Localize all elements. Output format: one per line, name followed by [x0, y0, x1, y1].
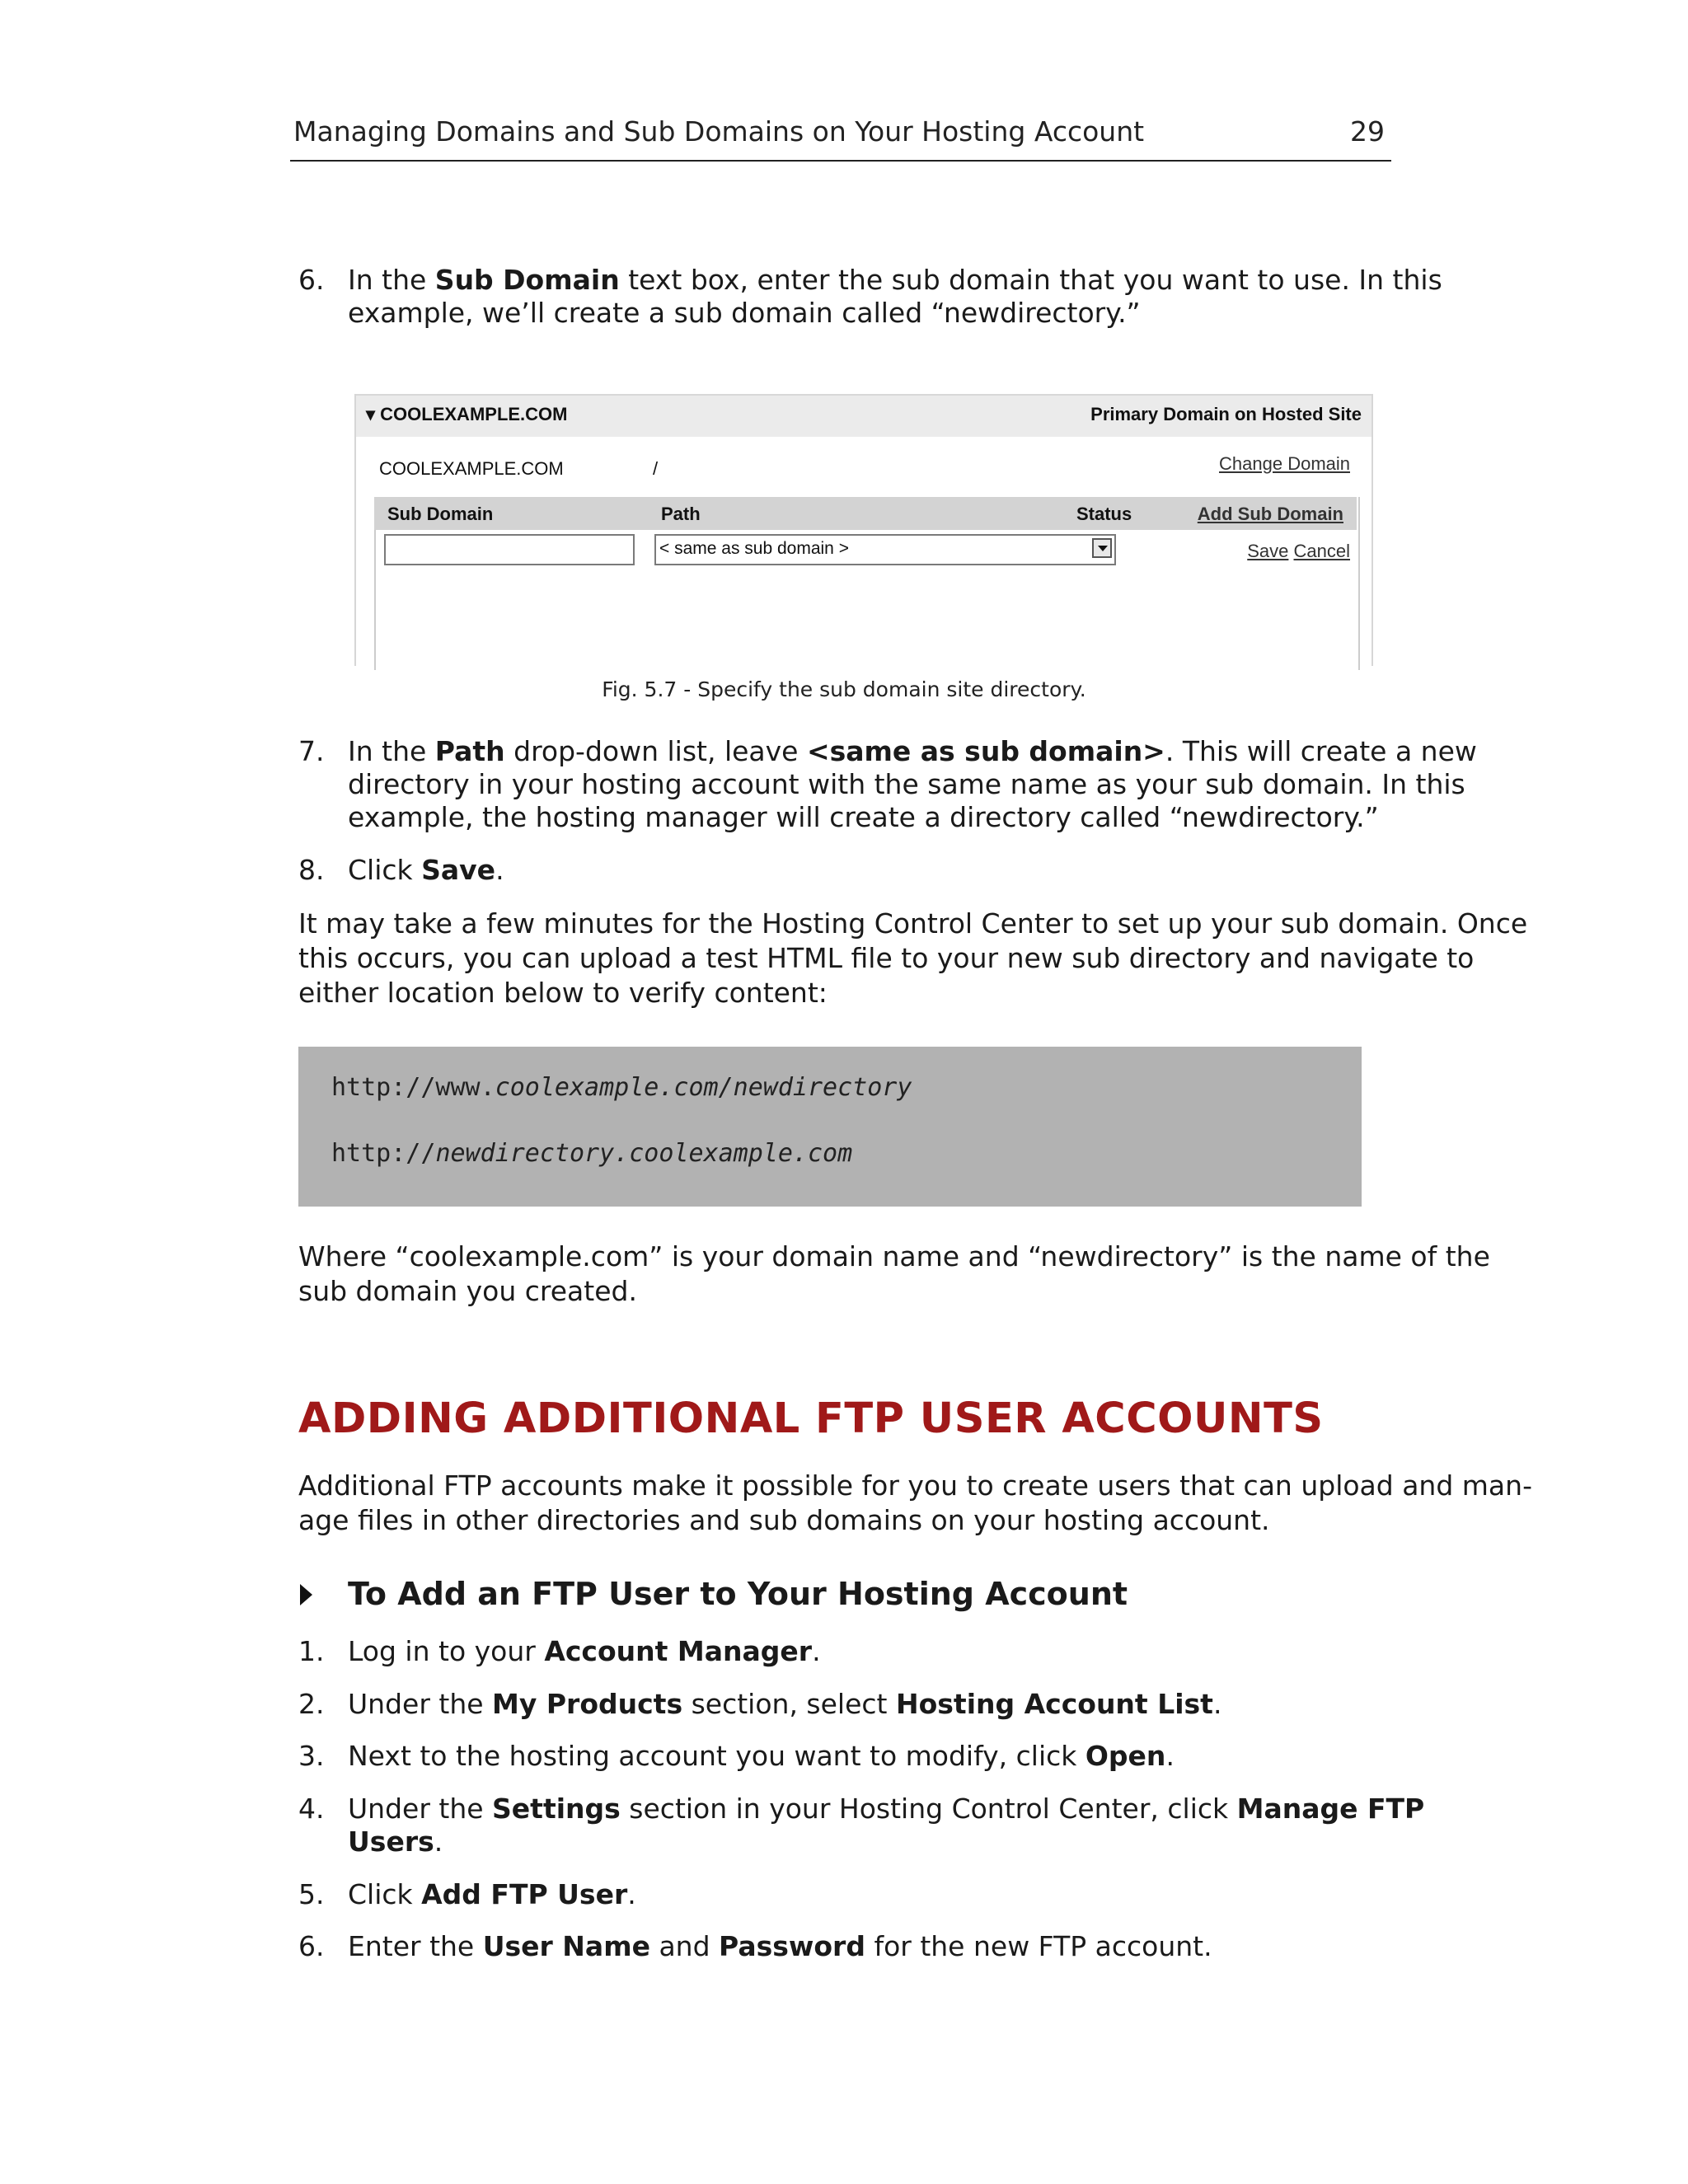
text-run: . — [812, 1635, 821, 1667]
text-run: Click — [348, 1878, 422, 1910]
code-placeholder: coolexample.com/newdirectory — [495, 1073, 912, 1102]
text-run: . This will create a new — [1165, 735, 1477, 767]
bold-term: My Products — [492, 1688, 683, 1720]
path-select[interactable] — [654, 534, 1116, 565]
cancel-link[interactable]: Cancel — [1293, 541, 1350, 561]
list-number: 1. — [298, 1635, 325, 1667]
list-text — [348, 1740, 1175, 1773]
bold-term: Hosting Account List — [895, 1688, 1213, 1720]
sub-domain-table-header — [374, 497, 1357, 530]
list-text — [348, 1930, 1212, 1963]
bold-term: User Name — [482, 1930, 650, 1962]
list-number: 6. — [298, 1930, 325, 1962]
text-run: Under the — [348, 1688, 493, 1720]
list-text — [348, 854, 504, 887]
section-heading: ADDING ADDITIONAL FTP USER ACCOUNTS — [298, 1394, 1324, 1443]
list-text-line3: example, the hosting manager will create a directory called “newdirectory.” — [348, 801, 1379, 833]
domain-path: / — [653, 458, 659, 479]
bold-term: Open — [1085, 1740, 1166, 1772]
list-item-step-8 — [298, 854, 1386, 890]
text-run: and — [649, 1930, 720, 1962]
text-run: In the — [348, 735, 435, 767]
text-run: for the new FTP account. — [865, 1930, 1212, 1962]
save-link[interactable]: Save — [1247, 541, 1289, 561]
triangle-right-icon — [300, 1584, 312, 1605]
paragraph-line: Additional FTP accounts make it possible for you to create users that can upload and man- — [298, 1469, 1532, 1502]
paragraph-sub-domain-setup — [298, 907, 1528, 1010]
text-run: text box, enter the sub domain that you want to use. In this — [619, 264, 1442, 296]
list-number: 3. — [298, 1740, 325, 1772]
col-path: Path — [661, 504, 701, 524]
paragraph-line: Where “coolexample.com” is your domain name and “newdirectory” is the name of the — [298, 1240, 1490, 1272]
paragraph-line: It may take a few minutes for the Hosting Control Center to set up your sub domain. Once — [298, 907, 1528, 940]
list-item-step-6 — [298, 264, 1442, 333]
list-number: 4. — [298, 1793, 325, 1825]
paragraph-where — [298, 1240, 1490, 1309]
bold-term: Save — [421, 854, 496, 886]
paragraph-line: age files in other directories and sub domains on your hosting account. — [298, 1504, 1270, 1536]
list-item-ftp-3 — [298, 1740, 1386, 1776]
list-text — [348, 1688, 1221, 1721]
list-text — [348, 735, 1477, 768]
code-placeholder: newdirectory.coolexample.com — [435, 1139, 853, 1168]
code-text: http:// — [331, 1139, 436, 1168]
list-number: 2. — [298, 1688, 325, 1720]
url-line-1 — [331, 1073, 912, 1102]
list-text-line2 — [348, 1825, 443, 1858]
paragraph-ftp-intro — [298, 1469, 1532, 1538]
text-run: Click — [348, 854, 422, 886]
page-number: 29 — [1350, 115, 1385, 148]
paragraph-line: either location below to verify content: — [298, 977, 828, 1009]
primary-domain-label: Primary Domain on Hosted Site — [1090, 404, 1362, 424]
code-text: http://www. — [331, 1073, 495, 1102]
list-text — [348, 1635, 821, 1668]
figure-caption: Fig. 5.7 - Specify the sub domain site directory. — [602, 677, 1086, 701]
list-item-step-7 — [298, 735, 1477, 837]
list-number: 7. — [298, 735, 325, 767]
list-item-ftp-2 — [298, 1688, 1386, 1724]
header-title: Managing Domains and Sub Domains on Your Hosting Account — [293, 115, 1145, 148]
bold-term: Password — [719, 1930, 865, 1962]
list-number: 8. — [298, 854, 325, 886]
paragraph-line: sub domain you created. — [298, 1275, 637, 1307]
add-sub-domain-link[interactable]: Add Sub Domain — [1197, 504, 1343, 524]
bold-term: Path — [434, 735, 505, 767]
domain-header-toggle[interactable]: ▾ COOLEXAMPLE.COM — [366, 404, 568, 424]
bold-term: Users — [348, 1825, 434, 1858]
sub-domain-input[interactable] — [384, 534, 635, 565]
bold-term: Settings — [492, 1793, 621, 1825]
text-run: section, select — [682, 1688, 896, 1720]
list-item-ftp-6 — [298, 1930, 1386, 1966]
list-text — [348, 1793, 1424, 1825]
paragraph-line: this occurs, you can upload a test HTML file to your new sub directory and navigate to — [298, 942, 1475, 974]
bold-term: Sub Domain — [434, 264, 620, 296]
domain-name: COOLEXAMPLE.COM — [379, 458, 564, 479]
save-cancel-links — [1247, 541, 1350, 562]
domain-header-bar — [356, 394, 1372, 437]
bold-term: Add FTP User — [421, 1878, 628, 1910]
change-domain-link[interactable]: Change Domain — [1219, 453, 1350, 474]
path-select-value: < same as sub domain > — [659, 539, 849, 558]
url-line-2 — [331, 1139, 852, 1168]
list-item-ftp-1 — [298, 1635, 1386, 1671]
text-run: In the — [348, 264, 435, 296]
text-run: . — [1165, 1740, 1175, 1772]
text-run: drop-down list, leave — [504, 735, 807, 767]
text-run: . — [434, 1825, 443, 1858]
col-status: Status — [1076, 504, 1132, 524]
screenshot-figure — [354, 394, 1373, 666]
text-run: Next to the hosting account you want to modify, click — [348, 1740, 1085, 1772]
bold-term: Manage FTP — [1236, 1793, 1425, 1825]
chevron-down-icon[interactable] — [1092, 538, 1112, 558]
list-number: 5. — [298, 1878, 325, 1910]
bold-term: Account Manager — [544, 1635, 813, 1667]
text-run: . — [627, 1878, 636, 1910]
list-text — [348, 264, 1442, 297]
text-run: . — [1212, 1688, 1222, 1720]
list-text-line2: directory in your hosting account with the same name as your sub domain. In this — [348, 768, 1465, 800]
text-run: Under the — [348, 1793, 493, 1825]
text-run: section in your Hosting Control Center, click — [620, 1793, 1237, 1825]
list-item-ftp-5 — [298, 1878, 1386, 1915]
list-text — [348, 1878, 636, 1911]
code-block — [298, 1047, 1362, 1207]
text-run: . — [495, 854, 504, 886]
bold-term: <same as sub domain> — [806, 735, 1165, 767]
text-run: Log in to your — [348, 1635, 545, 1667]
procedure-title: To Add an FTP User to Your Hosting Account — [348, 1576, 1128, 1612]
list-number: 6. — [298, 264, 325, 296]
col-sub-domain: Sub Domain — [387, 504, 494, 524]
running-header — [290, 115, 1391, 162]
text-run: Enter the — [348, 1930, 483, 1962]
list-text-line2: example, we’ll create a sub domain called “newdirectory.” — [348, 297, 1141, 329]
list-item-ftp-4 — [298, 1793, 1425, 1862]
